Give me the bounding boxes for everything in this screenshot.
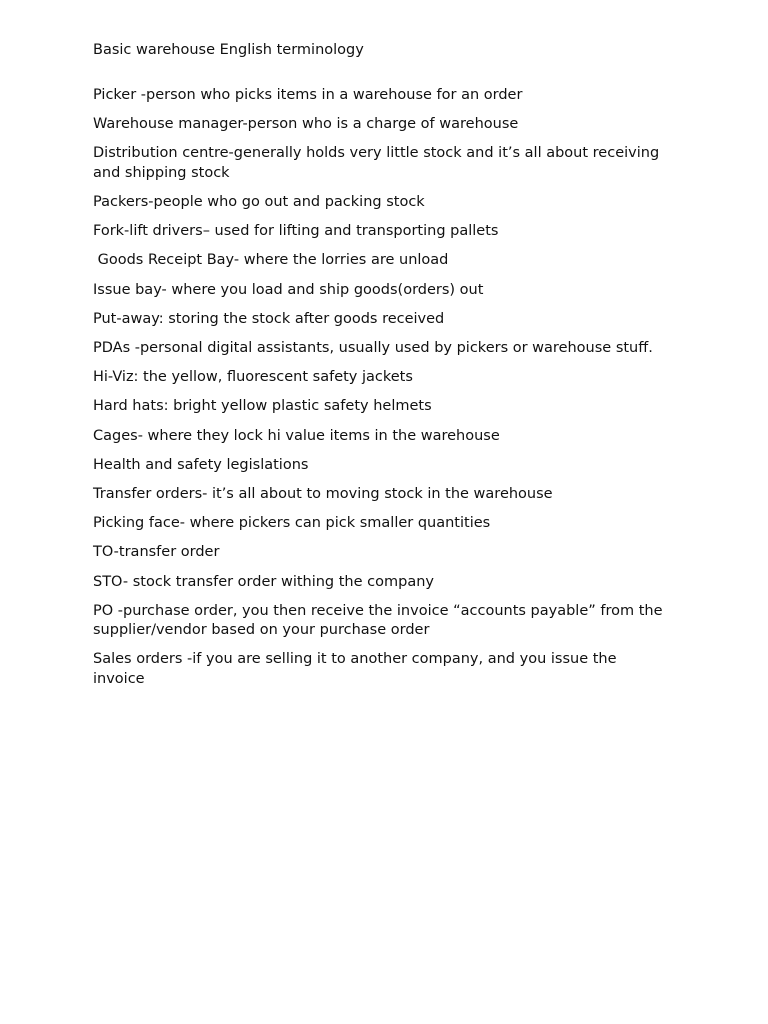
term-fork-lift-drivers: Fork-lift drivers– used for lifting and transporting pallets [93, 223, 499, 240]
terminology-list [93, 86, 668, 699]
term-sales-orders: Sales orders -if you are selling it to another company, and you issue the invoice [93, 651, 617, 687]
term-cages: Cages- where they lock hi value items in the warehouse [93, 427, 500, 444]
term-distribution-centre: Distribution centre-generally holds very little stock and it’s all about receiving and shipping stock [93, 145, 660, 181]
term-picking-face: Picking face- where pickers can pick smaller quantities [93, 515, 491, 532]
term-put-away: Put-away: storing the stock after goods received [93, 310, 445, 327]
term-picker: Picker -person who picks items in a warehouse for an order [93, 87, 523, 103]
term-sto: STO- stock transfer order withing the company [93, 573, 434, 590]
term-po: PO -purchase order, you then receive the invoice “accounts payable” from the supplier/vendor based on your purchase order [93, 602, 663, 639]
term-pdas: PDAs -personal digital assistants, usually used by pickers or warehouse stuff. [93, 340, 653, 356]
document-title: Basic warehouse English terminology [93, 42, 364, 58]
term-warehouse-manager: Warehouse manager-person who is a charge of warehouse [93, 116, 519, 133]
term-transfer-orders: Transfer orders- it’s all about to moving stock in the warehouse [93, 485, 553, 502]
term-health-and-safety: Health and safety legislations [93, 456, 309, 473]
term-packers: Packers-people who go out and packing stock [93, 194, 425, 211]
term-goods-receipt-bay: Goods Receipt Bay- where the lorries are unload [93, 252, 449, 269]
term-hi-viz: Hi-Viz: the yellow, fluorescent safety jackets [93, 369, 413, 386]
term-to: TO-transfer order [93, 544, 220, 561]
term-hard-hats: Hard hats: bright yellow plastic safety helmets [93, 398, 432, 415]
term-issue-bay: Issue bay- where you load and ship goods(orders) out [93, 281, 484, 298]
